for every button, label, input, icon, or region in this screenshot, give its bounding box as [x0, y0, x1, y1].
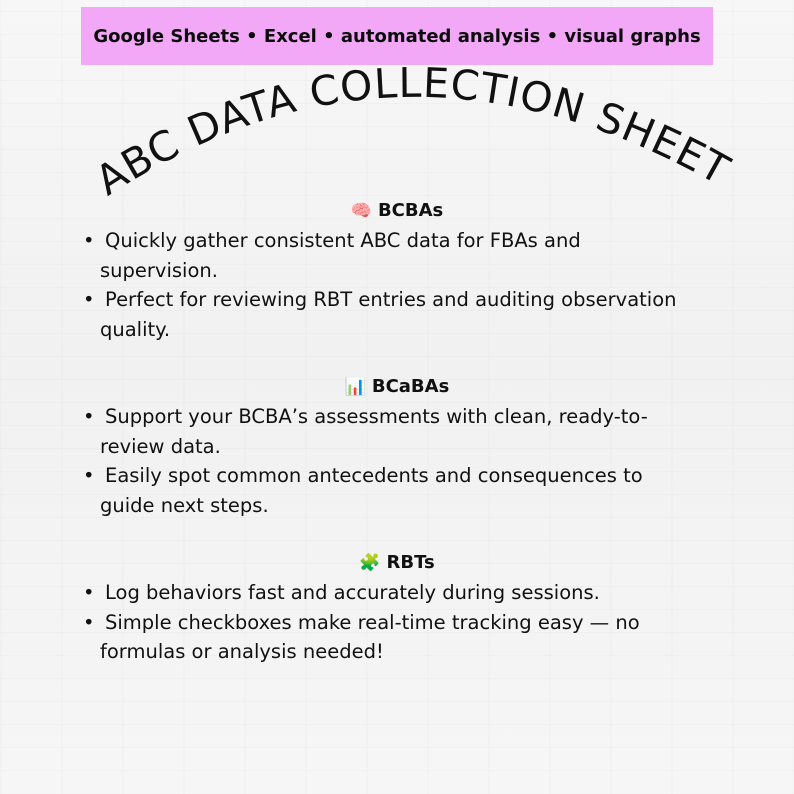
bcabas-bullet-list: [83, 402, 773, 520]
list-item: [83, 461, 773, 520]
section-heading-bcbas: [0, 200, 794, 221]
banner-text: Google Sheets • Excel • automated analysis • visual graphs: [93, 25, 701, 47]
list-item: [83, 608, 773, 667]
bullet-dot: •: [83, 581, 95, 604]
list-item-line: quality.: [100, 317, 171, 341]
list-item: [83, 578, 773, 608]
section-heading-label: BCBAs: [377, 200, 444, 221]
bar-chart-icon: 📊: [344, 377, 366, 397]
list-item-line: Perfect for reviewing RBT entries and auditing observation: [105, 288, 677, 311]
list-item-line: formulas or analysis needed!: [100, 640, 384, 663]
list-item-line: Easily spot common antecedents and consequences to: [105, 464, 643, 487]
puzzle-piece-icon: 🧩: [359, 553, 381, 573]
page-title: [0, 0, 794, 230]
section-heading-bcabas: [0, 376, 794, 397]
list-item-line: review data.: [100, 434, 221, 458]
bullet-dot: •: [83, 610, 95, 634]
section-heading-rbts: [0, 552, 794, 573]
bullet-dot: •: [83, 288, 95, 311]
section-heading-label: RBTs: [386, 552, 435, 573]
list-item-line: Quickly gather consistent ABC data for FBAs and: [105, 229, 581, 252]
bullet-dot: •: [83, 229, 95, 252]
page-title-text: ABC DATA COLLECTION SHEET: [87, 58, 738, 205]
list-item-line: Simple checkboxes make real-time tracking easy — no: [105, 610, 640, 634]
list-item-line: Support your BCBA’s assessments with clean, ready-to-: [105, 405, 648, 428]
list-item: [83, 226, 773, 285]
list-item-line: guide next steps.: [100, 493, 269, 517]
list-item: [83, 285, 773, 344]
list-item: [83, 402, 773, 461]
bullet-dot: •: [83, 405, 95, 428]
bcbas-bullet-list: [83, 226, 773, 344]
bullet-dot: •: [83, 464, 95, 487]
section-heading-label: BCaBAs: [371, 376, 450, 397]
brain-icon: 🧠: [350, 201, 372, 221]
list-item-line: Log behaviors fast and accurately during sessions.: [105, 581, 600, 604]
rbts-bullet-list: [83, 578, 773, 667]
list-item-line: supervision.: [100, 258, 218, 282]
